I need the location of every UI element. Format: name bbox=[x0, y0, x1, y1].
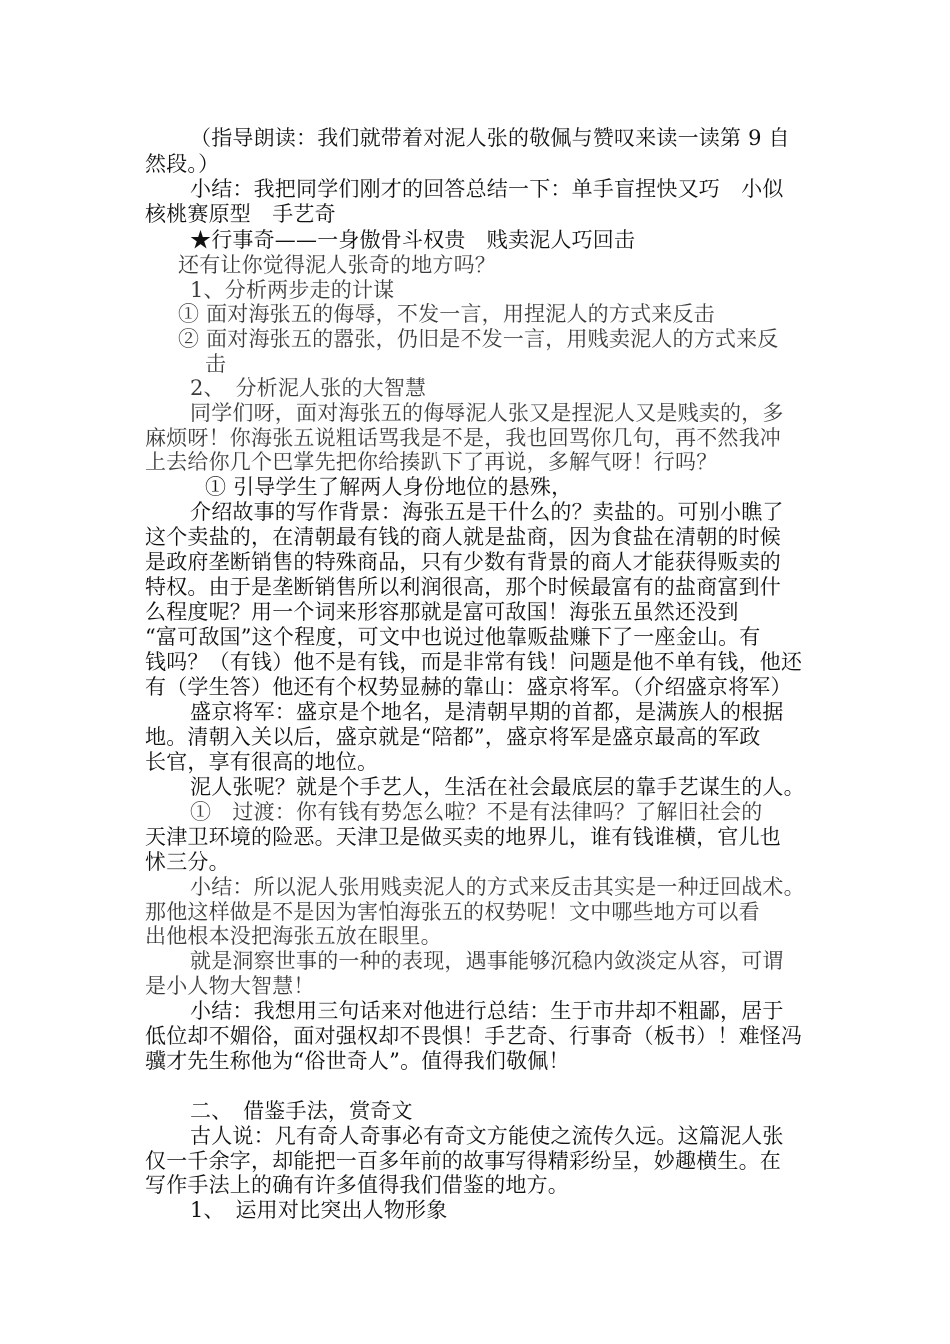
text-line: 仅一千余字，却能把一百多年前的故事写得精彩纷呈，妙趣横生。在 bbox=[145, 1149, 781, 1173]
text-line: 小结：我想用三句话来对他进行总结：生于市井却不粗鄙，居于 bbox=[190, 999, 784, 1023]
text-line: 就是洞察世事的一种的表现，遇事能够沉稳内敛淡定从容，可谓 bbox=[190, 949, 784, 973]
text-line: 还有让你觉得泥人张奇的地方吗？ bbox=[178, 253, 496, 277]
text-line: 介绍故事的写作背景：海张五是干什么的？卖盐的。可别小瞧了 bbox=[190, 500, 784, 524]
section-heading: 二、 借鉴手法，赏奇文 bbox=[190, 1099, 413, 1123]
text-line: “富可敌国”这个程度，可文中也说过他靠贩盐赚下了一座金山。有 bbox=[145, 625, 761, 649]
text-line: 骥才先生称他为“俗世奇人”。值得我们敬佩！ bbox=[145, 1049, 570, 1073]
text-line: 出他根本没把海张五放在眼里。 bbox=[145, 924, 442, 948]
text-line: 1、分析两步走的计谋 bbox=[190, 278, 395, 302]
text-line: 是小人物大智慧！ bbox=[145, 974, 315, 998]
text-line: 长官，享有很高的地位。 bbox=[145, 750, 379, 774]
text-line: 是政府垄断销售的特殊商品，只有少数有背景的商人才能获得贩卖的 bbox=[145, 550, 781, 574]
text-line: 地。清朝入关以后，盛京就是“陪都”，盛京将军是盛京最高的军政 bbox=[145, 725, 761, 749]
text-line: 小结：所以泥人张用贱卖泥人的方式来反击其实是一种迂回战术。 bbox=[190, 875, 805, 899]
text-line: 1、 运用对比突出人物形象 bbox=[190, 1198, 448, 1222]
text-line: 钱吗？（有钱）他不是有钱，而是非常有钱！问题是他不单有钱，他还 bbox=[145, 650, 803, 674]
text-line: 怵三分。 bbox=[145, 850, 230, 874]
text-line: 同学们呀，面对海张五的侮辱泥人张又是捏泥人又是贱卖的，多 bbox=[190, 401, 784, 425]
text-line: 然段。） bbox=[145, 152, 220, 176]
text-line: 天津卫环境的险恶。天津卫是做买卖的地界儿，谁有钱谁横，官儿也 bbox=[145, 825, 781, 849]
text-line: ① 面对海张五的侮辱，不发一言，用捏泥人的方式来反击 bbox=[178, 302, 715, 326]
text-line: 特权。由于是垄断销售所以利润很高，那个时候最富有的盐商富到什 bbox=[145, 575, 781, 599]
text-line: ② 面对海张五的嚣张，仍旧是不发一言，用贱卖泥人的方式来反 bbox=[178, 327, 779, 351]
text-line: 这个卖盐的，在清朝最有钱的商人就是盐商，因为食盐在清朝的时候 bbox=[145, 525, 781, 549]
text-line: 小结：我把同学们刚才的回答总结一下：单手盲捏快又巧 小似 bbox=[190, 177, 784, 201]
text-line: 2、 分析泥人张的大智慧 bbox=[190, 376, 427, 400]
text-line: 核桃赛原型 手艺奇 bbox=[145, 202, 336, 226]
text-line: 泥人张呢？就是个手艺人，生活在社会最底层的靠手艺谋生的人。 bbox=[190, 775, 805, 799]
text-line: 那他这样做是不是因为害怕海张五的权势呢！文中哪些地方可以看 bbox=[145, 900, 760, 924]
text-line: （指导朗读：我们就带着对泥人张的敬佩与赞叹来读一读第 9 自 bbox=[190, 126, 790, 150]
text-line: 古人说：凡有奇人奇事必有奇文方能使之流传久远。这篇泥人张 bbox=[190, 1124, 784, 1148]
text-line: 写作手法上的确有许多值得我们借鉴的地方。 bbox=[145, 1173, 569, 1197]
text-line: 盛京将军：盛京是个地名，是清朝早期的首都，是满族人的根据 bbox=[190, 700, 784, 724]
text-line: 低位却不媚俗，面对强权却不畏惧！手艺奇、行事奇（板书）！难怪冯 bbox=[145, 1024, 803, 1048]
text-line: ① 引导学生了解两人身份地位的悬殊， bbox=[205, 475, 573, 499]
text-line: ① 过渡：你有钱有势怎么啦？不是有法律吗？了解旧社会的 bbox=[190, 800, 763, 824]
text-line: 击 bbox=[205, 352, 227, 376]
section-heading: ★行事奇——一身傲骨斗权贵 贱卖泥人巧回击 bbox=[190, 228, 636, 252]
text-line: 么程度呢？用一个词来形容那就是富可敌国！海张五虽然还没到 bbox=[145, 600, 739, 624]
text-line: 有（学生答）他还有个权势显赫的靠山：盛京将军。（介绍盛京将军） bbox=[145, 675, 792, 699]
text-line: 麻烦呀！你海张五说粗话骂我是不是，我也回骂你几句，再不然我冲 bbox=[145, 426, 781, 450]
text-line: 上去给你几个巴掌先把你给揍趴下了再说，多解气呀！行吗？ bbox=[145, 450, 718, 474]
